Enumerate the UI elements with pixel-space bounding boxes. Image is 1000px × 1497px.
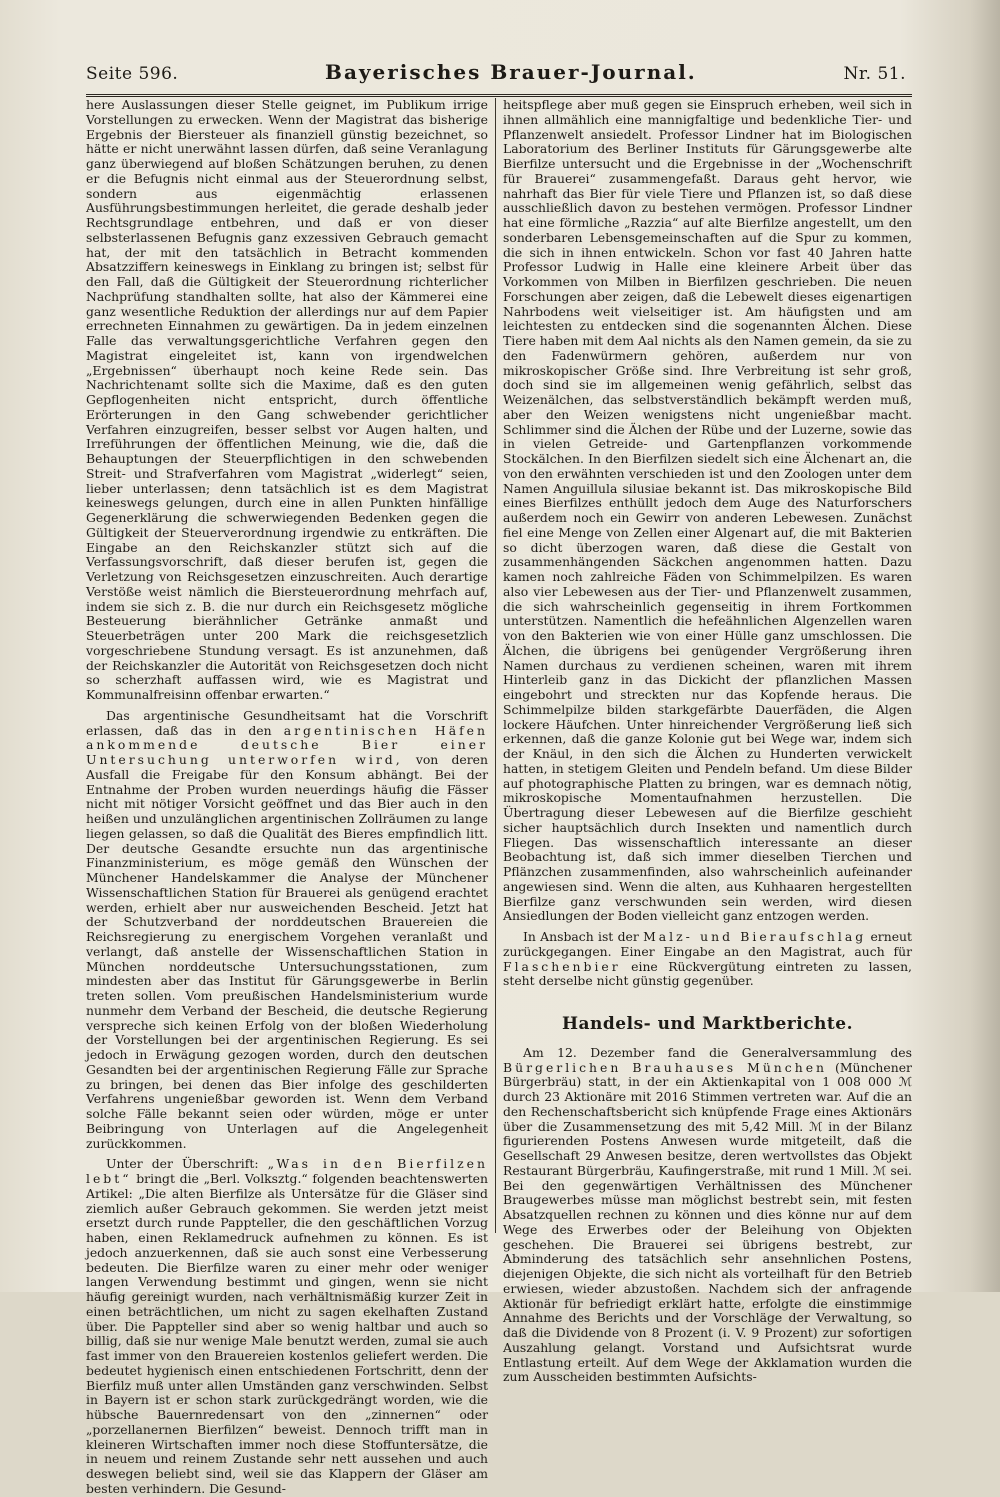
right-column (503, 97, 912, 1385)
argentina-paragraph (86, 709, 488, 1152)
column-divider (495, 98, 496, 1233)
text-run: bringt die „Berl. Volksztg.“ folgenden beachtenswerten Artikel: „Die alten Bierfilze als Untersätze für die Gläser sind ziemlich außer Gebrauch gekommen. Sie werden jetzt meist ersetzt durch runde Pappteller, die den geschäftlichen Vorzug haben, einen Reklamedruck aufnehmen zu können. Es ist jedoch anzuerkennen, daß sie auch sonst eine Verbesserung bedeuten. Die Bierfilze waren zu einer mehr oder weniger langen Verwendung bestimmt und gingen, wenn sie nicht häufig gereinigt wurden, nach verhältnismäßig kurzer Zeit in einen beträchtlichen, um nicht zu sagen ekelhaften Zustand über. Die Pappteller sind aber so wenig haltbar und auch so billig, daß sie nur wenige Male benutzt werden, zumal sie auch fast immer von den Brauereien kostenlos geliefert werden. Die bedeutet hygienisch einen entschiedenen Fortschritt, denn der Bierfilz muß unter allen Umständen ganz verschwinden. Selbst in Bayern ist er schon stark zurückgedrängt worden, wie die hübsche Bauernredensart von den „zinnernen“ oder „porzellanernen Bierfilzen“ beweist. Dennoch trifft man in kleineren Wirtschaften immer noch diese Stoffuntersätze, die in neuem und reinem Zustande sehr nett aussehen und auch deswegen beliebt sind, weil sie das Klappern der Gläser am besten verhindern. Die Gesund- (86, 1171, 488, 1496)
text-run: Am 12. Dezember fand die Generalversammlung des (523, 1044, 912, 1060)
spaced-text: „Was in den Bierfilzen lebt“ (86, 1156, 488, 1186)
article-paragraph: here Auslassungen dieser Stelle geignet, im Publikum irrige Vorstellungen zu erwecken. Wenn der Magistrat das bisherige Ergebnis der Biersteuer als finanziell günstig bezeichnet, so hätte er nicht unerwähnt lassen dürfen, daß seine Veranlagung ganz überwiegend auf bloßen Schätzungen beruhen, zu denen er die Befugnis nicht einmal aus der Steuerordnung selbst, sondern aus eigenmächtig erlassenen Ausführungsbestimmungen herleitet, die gerade deshalb jeder Rechtsgrundlage entbehren, und daß er von dieser selbsterlassenen Befugnis ganz exzessiven Gebrauch gemacht hat, der mit den tatsächlich in Betracht kommenden Absatzziffern keineswegs in Einklang zu bringen ist; selbst für den Fall, daß die Gültigkeit der Steuerordnung richterlicher Nachprüfung standhalten sollte, hat also der Kämmerei eine ganz wesentliche Reduktion der allerdings nur auf dem Papier errechneten Einnahmen zu gewärtigen. Da in jedem einzelnen Falle das verwaltungsgerichtliche Verfahren gegen den Magistrat eingeleitet ist, kann von irgendwelchen „Ergebnissen“ überhaupt noch keine Rede sein. Das Nachrichtenamt sollte sich die Maxime, daß es den guten Gepflogenheiten nicht entspricht, durch öffentliche Erörterungen in den Gang schwebender gerichtlicher Verfahren einzugreifen, besser selbst vor Augen halten, und Irreführungen der öffentlichen Meinung, wie die, daß die Behauptungen der Steuerpflichtigen in den schwebenden Streit- und Strafverfahren vom Magistrat „widerlegt“ seien, lieber unterlassen; denn tatsächlich ist es dem Magistrat keineswegs gelungen, durch eine in allen Punkten hinfällige Gegenerklärung die schwerwiegenden Bedenken gegen die Gültigkeit der Steuerverordnung irgendwie zu entkräften. Die Eingabe an den Reichskanzler stützt sich auf die Verfassungsvorschrift, daß dieser berufen ist, gegen die Verletzung von Reichsgesetzen einzuschreiten. Auch derartige Verstöße weist nämlich die Biersteuerordnung mehrfach auf, indem sie sich z. B. die nur durch ein Reichsgesetz mögliche Besteuerung bierähnlicher Getränke anmaßt und Steuerbeträgen unter 200 Mark die reichsgesetzlich vorgeschriebene Stundung versagt. Es ist anzunehmen, daß der Reichskanzler die Autorität von Reichsgesetzen doch nicht so scherzhaft auffassen wird, wie es Magistrat und Kommunalfreisinn offenbar erwarten.“ (86, 97, 488, 702)
section-heading: Handels- und Marktberichte. (561, 1014, 853, 1034)
spaced-text: Bürgerlichen Brauhauses München (503, 1059, 828, 1075)
spaced-text: argentinischen Häfen ankommende deutsche Bier einer Untersuchung unterworfen wird, (86, 722, 488, 767)
ansbach-paragraph (503, 930, 912, 989)
text-run: von deren Ausfall die Freigabe für den Konsum abhängt. Bei der Entnahme der Proben wurden neuerdings häufig die Fässer nicht mit nötiger Vorsicht geöffnet und das Bier auch in den heißen und unzulänglichen argentinischen Zollräumen zu lange liegen gelassen, so daß die Qualität des Bieres empfindlich litt. Der deutsche Gesandte ersuchte nun das argentinische Finanzministerium, es möge gemäß den Wünschen der Münchener Handelskammer die Analyse der Münchener Wissenschaftlichen Station für Brauerei als genügend erachtet werden, erhielt aber nur ausweichenden Bescheid. Jetzt hat der Schutzverband der norddeutschen Brauereien die Reichsregierung zu energischem Vorgehen veranlaßt und verlangt, daß anstelle der Wissenschaftlichen Station in München norddeutsche Untersuchungsstationen, zum mindesten aber das Institut für Gärungsgewerbe in Berlin treten sollen. Vom preußischen Handelsministerium wurde nunmehr dem Verband der Bescheid, die deutsche Regierung verspreche sich keinen Erfolg von der bloßen Wiederholung der Vorstellungen bei der argentinischen Regierung. Es sei jedoch in Erwägung gezogen worden, durch den deutschen Gesandten bei der argentinischen Regierung Fälle zur Sprache zu bringen, bei denen das Bier infolge des geschilderten Verfahrens ungenießbar geworden ist. Wenn dem Verband solche Fälle bekannt seien oder würden, möge er unter Beibringung von Unterlagen auf die Angelegenheit zurückkommen. (86, 752, 488, 1151)
spaced-text: Malz- und Bieraufschlag (643, 929, 867, 944)
text-run: eine Rückvergütung eintreten zu lassen, steht derselbe nicht günstig gegenüber. (503, 958, 912, 989)
header-rule (86, 94, 912, 95)
page-header (86, 60, 906, 94)
buergerbraeu-paragraph (503, 1046, 912, 1385)
text-run: In Ansbach ist der (523, 929, 639, 944)
article-paragraph: heitspflege aber muß gegen sie Einspruch erheben, weil sich in ihnen allmählich eine mannigfaltige und bedenkliche Tier- und Pflanzenwelt ansiedelt. Professor Lindner hat im Biologischen Laboratorium des Berliner Instituts für Gärungsgewerbe alte Bierfilze untersucht und die Ergebnisse in der „Wochenschrift für Brauerei“ zusammengefaßt. Daraus geht hervor, wie nahrhaft das Bier für viele Tiere und Pflanzen ist, so daß diese ausschließlich davon zu bestehen vermögen. Professor Lindner hat eine förmliche „Razzia“ auf alte Bierfilze angestellt, um den sonderbaren Lebensgemeinschaften auf die Spur zu kommen, die sich in ihnen entwickeln. Schon vor fast 40 Jahren hatte Professor Ludwig in Halle eine kleinere Arbeit über das Vorkommen von Milben in Bierfilzen geschrieben. Die neuen Forschungen aber zeigen, daß die Lebewelt dieses eigenartigen Nahrbodens weit vielseitiger ist. Am häufigsten und am leichtesten zu entdecken sind die sogenannten Älchen. Diese Tiere haben mit dem Aal nichts als den Namen gemein, da sie zu den Fadenwürmern gehören, außerdem nur von mikroskopischer Größe sind. Ihre Verbreitung ist sehr groß, doch sind sie im allgemeinen wenig gefährlich, selbst das Weizenälchen, das selbstverständlich bekämpft werden muß, aber den Weizen wenigstens nicht ungenießbar macht. Schlimmer sind die Älchen der Rübe und der Luzerne, sowie das in vielen Getreide- und Gartenpflanzen vorkommende Stockälchen. In den Bierfilzen siedelt sich eine Älchenart an, die von den erwähnten verschieden ist und den Zoologen unter dem Namen Anguillula silusiae bekannt ist. Das mikroskopische Bild eines Bierfilzes enthüllt jedoch dem Auge des Naturforschers außerdem noch ein Gewirr von anderen Lebewesen. Zunächst fiel eine Menge von Zellen einer Algenart auf, die mit Bakterien so dicht überzogen waren, daß diese die Gestalt von zusammenhängenden Säckchen angenommen hatten. Dazu kamen noch zahlreiche Fäden von Schimmelpilzen. Es waren also vier Lebewesen aus der Tier- und Pflanzenwelt zusammen, die sich wahrscheinlich gegenseitig in ihrem Fortkommen unterstützen. Namentlich die hefeähnlichen Algenzellen waren von den Bakterien wie von einer Hülle ganz umschlossen. Die Älchen, die übrigens bei genügender Vergrößerung ihren Namen durchaus zu verdienen scheinen, waren mit ihrem Hinterleib ganz in das Dickicht der pflanzlichen Massen eingebohrt und streckten nur das Kopfende heraus. Die Schimmelpilze bilden starkgefärbte Dauerfäden, die Algen lockere Häufchen. Unter hinreichender Vergrößerung ließ sich erkennen, daß die ganze Kolonie gut bei Wege war, indem sich der Knäul, in den sich die Älchen zu Hunderten verwickelt hatten, in stetigem Gleiten und Pendeln befand. Um diese Bilder auf photographische Platten zu bringen, war es demnach nötig, mikroskopische Momentaufnahmen herzustellen. Die Übertragung dieser Lebewesen auf die Bierfilze geschieht sicher hauptsächlich durch Insekten und namentlich durch Fliegen. Das wissenschaftlich interessante an dieser Beobachtung ist, daß sich immer dieselben Tierchen und Pflänzchen zusammenfinden, also wahrscheinlich aufeinander angewiesen sind. Wenn die alten, aus Kuhhaaren hergestellten Bierfilze ganz verschwunden sein werden, wird diesen Ansiedlungen der Boden vielleicht ganz entzogen werden. (503, 97, 912, 924)
bierfilze-paragraph (86, 1157, 488, 1496)
text-run: (Münchener Bürgerbräu) statt, in der ein Aktienkapital von 1 008 000 ℳ durch 23 Aktionäre mit 2016 Stimmen vertreten war. Auf die an den Rechenschaftsbericht sich knüpfende Frage eines Aktionärs über die Zusammensetzung des mit 5,42 Mill. ℳ in der Bilanz figurierenden Postens Anwesen wurde mitgeteilt, daß die Gesellschaft 29 Anwesen besitze, deren wertvollstes das Objekt Restaurant Bürgerbräu, Kaufingerstraße, mit rund 1 Mill. ℳ sei. Bei den gegenwärtigen Verhältnissen des Münchener Braugewerbes müsse man möglichst bestrebt sein, mit festen Absatzquellen rechnen zu können und dies könne nur auf dem Wege des Erwerbes oder der Beleihung von Objekten geschehen. Die Brauerei sei übrigens bestrebt, zur Abminderung des tatsächlich sehr ansehnlichen Postens, diejenigen Objekte, die sich nicht als vorteilhaft für den Betrieb erwiesen, wieder abzustoßen. Nachdem sich der anfragende Aktionär für befriedigt erklärt hatte, erfolgte die einstimmige Annahme des Berichts und der Vorschläge der Verwaltung, so daß die Dividende von 8 Prozent (i. V. 9 Prozent) zur sofortigen Auszahlung gelangt. Vorstand und Aufsichtsrat wurde Entlastung erteilt. Auf dem Wege der Akklamation wurden die zum Ausscheiden bestimmten Aufsichts- (503, 1059, 912, 1385)
text-run: Unter der Überschrift: (106, 1156, 259, 1172)
page-number: Seite 596. (86, 64, 179, 84)
left-column (86, 97, 488, 1496)
issue-number: Nr. 51. (843, 64, 906, 84)
text-run: erneut zurückgegangen. Einer Eingabe an den Magistrat, auch für (503, 929, 912, 959)
spaced-text: Flaschenbier (503, 958, 621, 974)
journal-title: Bayerisches Brauer-Journal. (325, 60, 697, 84)
text-run: Das argentinische Gesundheitsamt hat die Vorschrift erlassen, daß das in den (86, 707, 488, 738)
